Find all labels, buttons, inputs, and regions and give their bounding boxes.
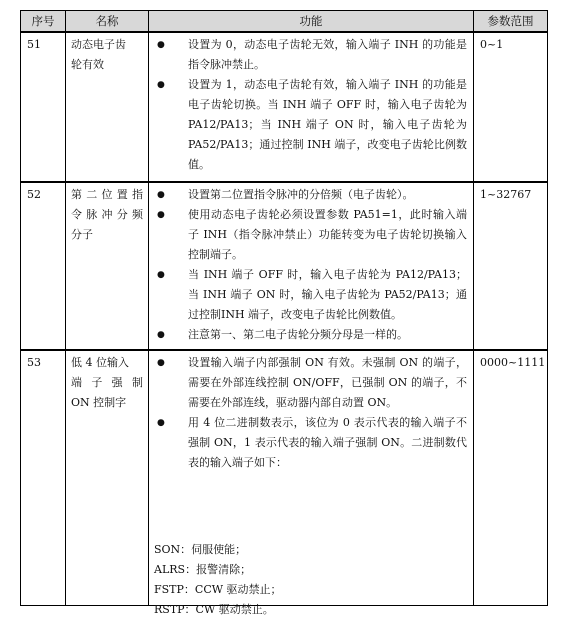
param-range: 1~32767: [473, 183, 548, 349]
header-range: 参数范围: [473, 11, 548, 31]
bullet-item: ● 设置输入端子内部强制 ON 有效。未强制 ON 的端子，需要在外部连线控制 ON/OFF，已强制 ON 的端子，不需要在外部连线，驱动器内部自动置 ON。: [154, 353, 467, 413]
bullet-item: ● 设置为 0，动态电子齿轮无效，输入端子 INH 的功能是指令脉冲禁止。: [154, 35, 467, 75]
param-range: 0000~1111: [473, 351, 548, 605]
table-row: [20, 183, 548, 351]
param-range: 0~1: [473, 33, 548, 181]
param-no: 53: [20, 351, 65, 605]
header-no: 序号: [20, 11, 65, 31]
table-row: [20, 33, 548, 183]
bullet-item: ● 注意第一、第二电子齿轮分频分母是一样的。: [154, 325, 467, 345]
bullet-item: ● 使用动态电子齿轮必须设置参数 PA51=1，此时输入端子 INH（指令脉冲禁止）功能转变为电子齿轮切换输入控制端子。: [154, 205, 467, 265]
signal-fstp: FSTP：CCW 驱动禁止；: [154, 583, 282, 596]
table-header: [20, 10, 548, 33]
param-name: 第二位置指 令脉冲分频 分子: [65, 183, 148, 349]
param-function: [148, 183, 473, 349]
param-function: [148, 351, 473, 616]
table-row: [20, 351, 548, 616]
param-no: 52: [20, 183, 65, 349]
bullet-item: ● 用 4 位二进制数表示，该位为 0 表示代表的输入端子不强制 ON，1 表示代表的输入端子强制 ON。二进制数代表的输入端子如下：: [154, 413, 467, 473]
signal-rstp: RSTP：CW 驱动禁止。: [154, 603, 274, 616]
bullet-item: ● 设置为 1，动态电子齿轮有效，输入端子 INH 的功能是电子齿轮切换。当 INH 端子 OFF 时，输入电子齿轮为 PA12/PA13；当 INH 端子 ON 时，输入电子齿轮为 PA52/PA13；通过控制 INH 端子，改变电子齿轮比例数值。: [154, 75, 467, 175]
bullet-item: ● 设置第二位置指令脉冲的分倍频（电子齿轮）。: [154, 185, 467, 205]
header-name: 名称: [65, 11, 148, 31]
signal-son: SON：伺服使能；: [154, 543, 247, 556]
param-no: 51: [20, 33, 65, 181]
header-function: 功能: [148, 11, 473, 31]
param-function: [148, 33, 473, 181]
parameter-table: [20, 10, 548, 616]
param-name: 动态电子齿 轮有效: [65, 33, 148, 181]
param-name: 低 4 位输入 端子强制 ON 控制字: [65, 351, 148, 605]
signal-alrs: ALRS：报警清除；: [154, 563, 252, 576]
bullet-item: ● 当 INH 端子 OFF 时，输入电子齿轮为 PA12/PA13；当 INH 端子 ON 时，输入电子齿轮为 PA52/PA13；通过控制INH 端子，改变电子齿轮比例数值。: [154, 265, 467, 325]
